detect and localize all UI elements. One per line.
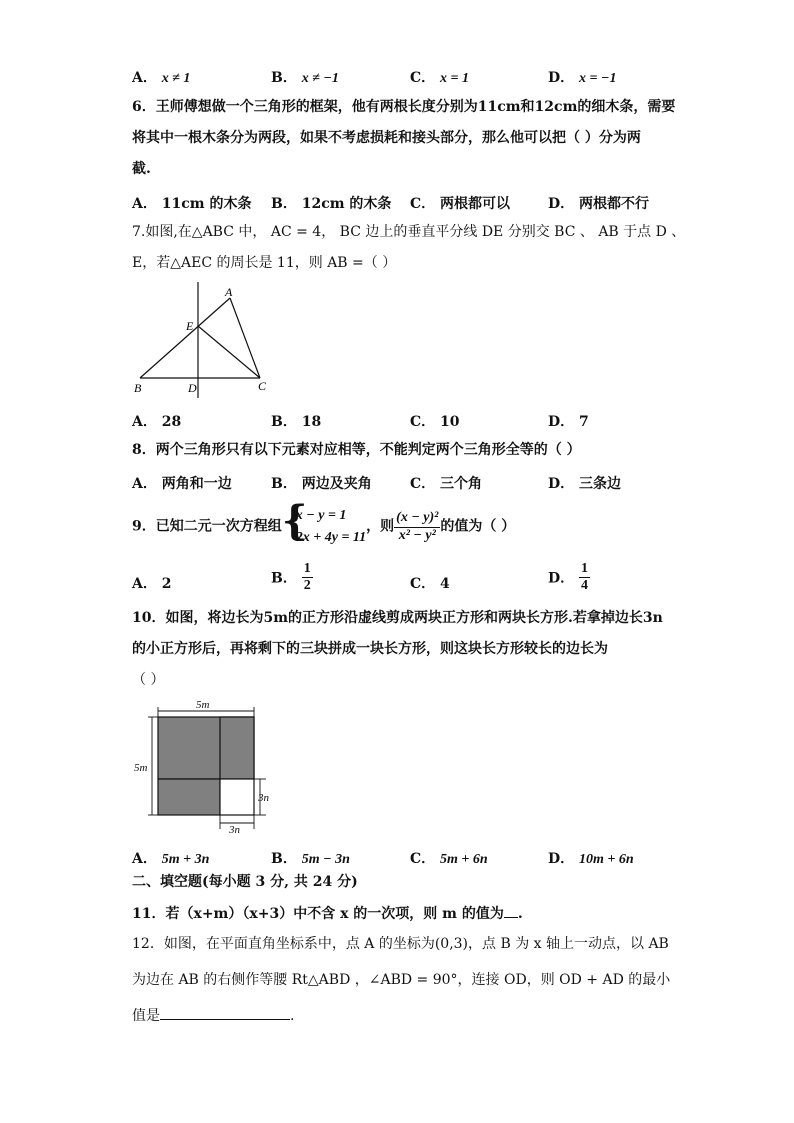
q5-option-a[interactable]: A． x ≠ 1 <box>132 70 191 86</box>
q10-square-figure <box>130 695 280 840</box>
q9-eq1: x − y = 1 <box>295 508 347 523</box>
q12-line3-prefix: 值是 <box>132 1008 160 1024</box>
q9-suffix: 的值为（ ） <box>440 518 516 535</box>
section2-title: 二、填空题(每小题 3 分, 共 24 分) <box>132 874 358 890</box>
q9-option-c[interactable]: C． 4 <box>410 576 450 592</box>
q11-end: . <box>517 906 523 922</box>
q10-label-bottom: 3n <box>229 824 240 836</box>
q10-right-rect <box>220 717 254 779</box>
q11-answer-blank[interactable] <box>504 903 518 918</box>
q6-option-a[interactable]: A． 11cm 的木条 <box>132 196 252 212</box>
q6-line2: 将其中一根木条分为两段，如果不考虑损耗和接头部分，那么他可以把（ ）分为两 <box>132 130 641 146</box>
q9-brace: { <box>281 497 308 544</box>
q12-line2: 为边在 AB 的右侧作等腰 Rt△ABD ，∠ABD = 90°，连接 OD，则 OD + AD 的最小 <box>132 972 671 988</box>
q10-bottom-rect <box>158 779 220 815</box>
q12-line3-end: . <box>290 1008 295 1024</box>
q8-option-a[interactable]: A． 两角和一边 <box>132 476 232 492</box>
q10-line1: 10．如图，将边长为5m的正方形沿虚线剪成两块正方形和两块长方形.若拿掉边长3n <box>132 610 663 626</box>
q10-small-square <box>220 779 254 815</box>
q10-line2: 的小正方形后，再将剩下的三块拼成一块长方形，则这块长方形较长的边长为 <box>132 641 608 657</box>
q8-option-c[interactable]: C． 三个角 <box>410 476 483 492</box>
q9-fraction-denominator: x² − y² <box>398 527 436 543</box>
q10-option-d[interactable]: D． 10m + 6n <box>548 851 634 867</box>
q12-line3 <box>132 1005 294 1025</box>
q9-fraction <box>394 510 440 545</box>
q7-option-a[interactable]: A． 28 <box>132 414 182 430</box>
q7-option-b[interactable]: B． 18 <box>271 414 322 430</box>
q5-option-b[interactable]: B． x ≠ −1 <box>271 70 339 86</box>
q10-label-left: 5m <box>134 762 148 774</box>
q9-option-a[interactable]: A． 2 <box>132 576 172 592</box>
q10-label-right: 3n <box>258 792 269 804</box>
q7-line1: 7.如图,在△ABC 中， AC = 4， BC 边上的垂直平分线 DE 分别交 BC 、 AB 于点 D 、 <box>132 224 686 240</box>
q8-option-d[interactable]: D． 三条边 <box>548 476 622 492</box>
q8-line1: 8．两个三角形只有以下元素对应相等，不能判定两个三角形全等的（ ） <box>132 442 581 458</box>
q7-line2: E，若△AEC 的周长是 11，则 AB =（ ） <box>132 255 397 271</box>
q7-label-c: C <box>258 379 267 393</box>
q9-prefix: 9．已知二元一次方程组 <box>132 518 282 535</box>
q10-label-top: 5m <box>196 699 210 711</box>
q6-line3: 截. <box>132 161 151 177</box>
q9-option-b[interactable]: B． $\frac{1}{2}$ <box>271 561 311 593</box>
q12-line1: 12．如图，在平面直角坐标系中，点 A 的坐标为(0,3)，点 B 为 x 轴上一动点，以 AB <box>132 936 669 952</box>
q6-option-c[interactable]: C． 两根都可以 <box>410 196 511 212</box>
q6-option-b[interactable]: B． 12cm 的木条 <box>271 196 392 212</box>
q9-option-b-fraction: $\frac{1}{2}$ <box>303 561 311 593</box>
q11-line <box>132 903 523 923</box>
q10-option-b[interactable]: B． 5m − 3n <box>271 851 350 867</box>
q7-option-d[interactable]: D． 7 <box>548 414 589 430</box>
q9-option-d[interactable]: D． $\frac{1}{4}$ <box>548 561 589 593</box>
q9-option-d-fraction: $\frac{1}{4}$ <box>581 561 589 593</box>
q9-line <box>132 497 516 549</box>
q5-option-d[interactable]: D． x = −1 <box>548 70 617 86</box>
q9-mid: ，则 <box>366 518 395 535</box>
q7-label-a: A <box>225 285 233 299</box>
q10-line3: （ ） <box>132 672 165 688</box>
q8-option-b[interactable]: B． 两边及夹角 <box>271 476 372 492</box>
q9-eq2: 2x + 4y = 11 <box>295 530 367 545</box>
q7-side-ba <box>140 298 230 378</box>
q11-text: 11．若（x+m）（x+3）中不含 x 的一次项，则 m 的值为 <box>132 906 504 922</box>
q9-equation-system <box>281 497 367 549</box>
q9-fraction-numerator: (x − y)² <box>394 510 440 528</box>
q7-label-b: B <box>134 381 142 395</box>
q7-option-c[interactable]: C． 10 <box>410 414 460 430</box>
q10-option-a[interactable]: A． 5m + 3n <box>132 851 210 867</box>
q12-answer-blank[interactable] <box>160 1005 290 1020</box>
q6-option-d[interactable]: D． 两根都不行 <box>548 196 650 212</box>
q6-line1: 6．王师傅想做一个三角形的框架，他有两根长度分别为11cm和12cm的细木条，需要 <box>132 99 676 115</box>
q7-label-e: E <box>186 319 194 333</box>
q7-triangle-figure <box>130 280 280 402</box>
q5-option-c[interactable]: C． x = 1 <box>410 70 470 86</box>
q10-option-c[interactable]: C． 5m + 6n <box>410 851 488 867</box>
q7-label-d: D <box>188 381 197 395</box>
